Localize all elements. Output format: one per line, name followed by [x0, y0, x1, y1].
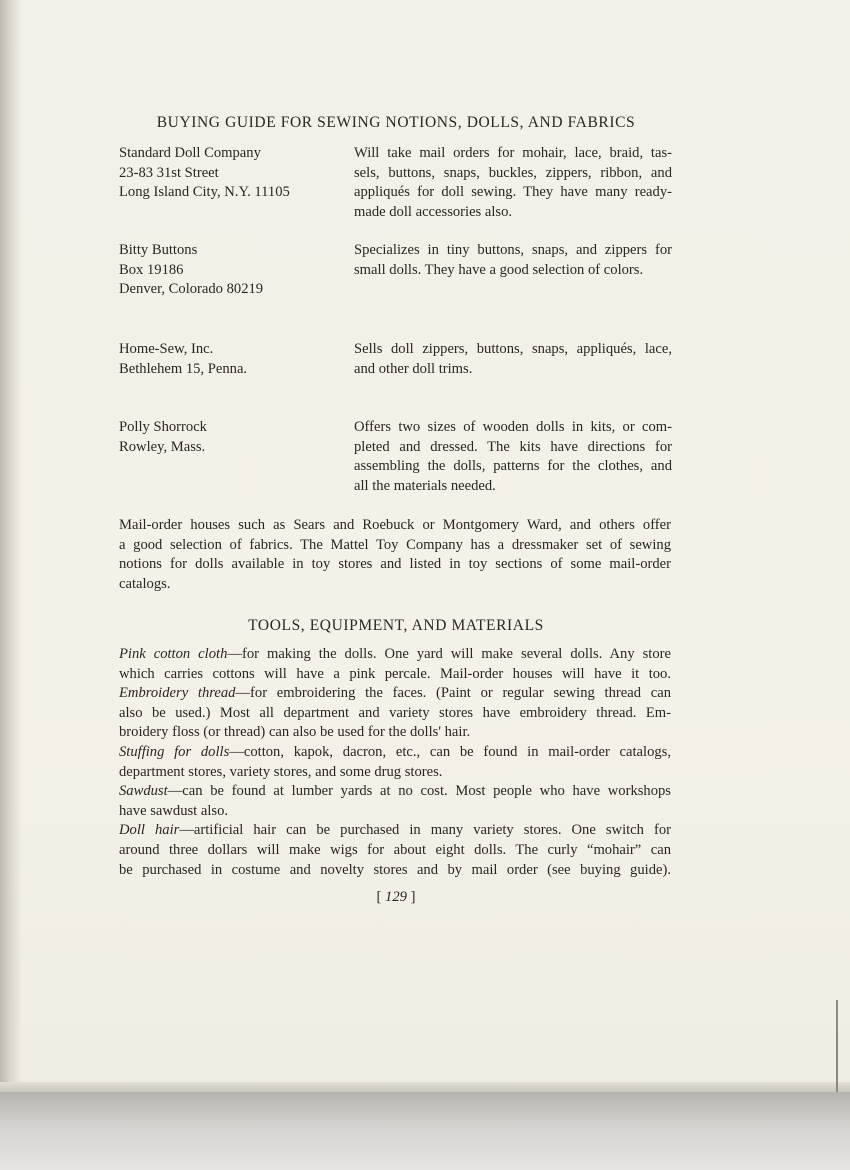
supplier-address — [119, 144, 344, 203]
materials-line — [119, 645, 671, 665]
address-line: 23-83 31st Street — [119, 164, 219, 181]
description-line: small dolls. They have a good selection of colors. — [354, 261, 644, 278]
description-line: Sells doll zippers, buttons, snaps, appliqués, lace, — [354, 341, 672, 357]
materials-line — [119, 861, 671, 881]
materials-line — [119, 802, 671, 822]
description-line: sels, buttons, snaps, buckles, zippers, ribbon, and — [354, 164, 672, 181]
description-line: Specializes in tiny buttons, snaps, and zippers for — [354, 242, 672, 258]
buying-guide-heading: BUYING GUIDE FOR SEWING NOTIONS, DOLLS, AND FABRICS — [156, 114, 636, 131]
materials-line — [119, 665, 671, 685]
material-text: —artificial hair can be purchased in many variety stores. One switch for — [179, 822, 671, 839]
tools-heading: TOOLS, EQUIPMENT, AND MATERIALS — [248, 617, 544, 634]
materials-line — [119, 704, 671, 724]
paragraph-line: catalogs. — [119, 575, 171, 592]
material-term: Embroidery thread — [119, 685, 236, 702]
material-term: Sawdust — [119, 783, 168, 800]
address-line: Box 19186 — [119, 261, 184, 278]
page-number — [120, 889, 672, 906]
binding-shadow — [0, 0, 22, 1090]
materials-line — [119, 684, 671, 704]
material-text: —cotton, kapok, dacron, etc., can be found in mail-order catalogs, — [229, 743, 671, 760]
supplier-description — [354, 418, 672, 496]
description-line: and other doll trims. — [354, 360, 473, 377]
address-line: Polly Shorrock — [119, 419, 207, 435]
page-number-value: 129 — [385, 889, 407, 905]
description-line: Will take mail orders for mohair, lace, braid, tas- — [354, 145, 672, 161]
description-line: all the materials needed. — [354, 477, 496, 494]
address-line: Rowley, Mass. — [119, 438, 206, 455]
address-line: Bitty Buttons — [119, 242, 198, 258]
materials-line — [119, 723, 671, 743]
supplier-description — [354, 241, 672, 280]
materials-line — [119, 841, 671, 861]
fabrics-paragraph — [119, 516, 671, 594]
material-text: broidery floss (or thread) can also be used for the dolls' hair. — [119, 724, 471, 741]
paragraph-line: notions for dolls available in toy stores and listed in toy sections of some mail-order — [119, 556, 671, 573]
supplier-description — [354, 340, 672, 379]
address-line: Home-Sew, Inc. — [119, 341, 214, 357]
material-term: Stuffing for dolls — [119, 743, 230, 760]
materials-line — [119, 763, 671, 783]
description-line: pleted and dressed. The kits have directions for — [354, 438, 672, 455]
material-text: —for making the dolls. One yard will make several dolls. Any store — [227, 646, 672, 662]
paragraph-line: a good selection of fabrics. The Mattel Toy Company has a dressmaker set of sewing — [119, 536, 671, 553]
material-term: Pink cotton cloth — [119, 646, 228, 662]
description-line: Offers two sizes of wooden dolls in kits, or com- — [354, 419, 672, 435]
description-line: made doll accessories also. — [354, 203, 513, 220]
supplier-address — [119, 418, 344, 457]
address-line: Long Island City, N.Y. 11105 — [119, 184, 290, 201]
page-bottom-edge — [0, 1082, 850, 1092]
materials-line — [119, 743, 671, 763]
description-line: assembling the dolls, patterns for the clothes, and — [354, 458, 672, 475]
material-text: be purchased in costume and novelty stores and by mail order (see buying guide). — [119, 861, 671, 878]
material-text: —can be found at lumber yards at no cost. Most people who have workshops — [167, 783, 671, 800]
supplier-address — [119, 241, 344, 300]
supplier-description — [354, 144, 672, 222]
scanner-bed-strip — [0, 1092, 850, 1170]
material-text: —for embroidering the faces. (Paint or regular sewing thread can — [235, 685, 671, 702]
material-text: have sawdust also. — [119, 802, 229, 819]
page-number-bracket-open: [ — [376, 889, 382, 905]
address-line: Standard Doll Company — [119, 145, 261, 161]
materials-line — [119, 782, 671, 802]
address-line: Bethlehem 15, Penna. — [119, 360, 248, 377]
page-number-bracket-close: ] — [410, 889, 416, 905]
material-text: department stores, variety stores, and some drug stores. — [119, 763, 443, 780]
materials-list — [119, 645, 671, 880]
address-line: Denver, Colorado 80219 — [119, 281, 264, 298]
materials-line — [119, 821, 671, 841]
description-line: appliqués for doll sewing. They have many ready- — [354, 184, 672, 201]
material-text: which carries cottons will have a pink percale. Mail-order houses will have it too. — [119, 665, 671, 682]
page-right-edge — [836, 1000, 838, 1092]
supplier-address — [119, 340, 344, 379]
paragraph-line: Mail-order houses such as Sears and Roebuck or Montgomery Ward, and others offer — [119, 517, 671, 533]
material-term: Doll hair — [119, 822, 180, 839]
material-text: around three dollars will make wigs for about eight dolls. The curly “mohair” can — [119, 841, 671, 858]
material-text: also be used.) Most all department and variety stores have embroidery thread. Em- — [119, 704, 671, 721]
